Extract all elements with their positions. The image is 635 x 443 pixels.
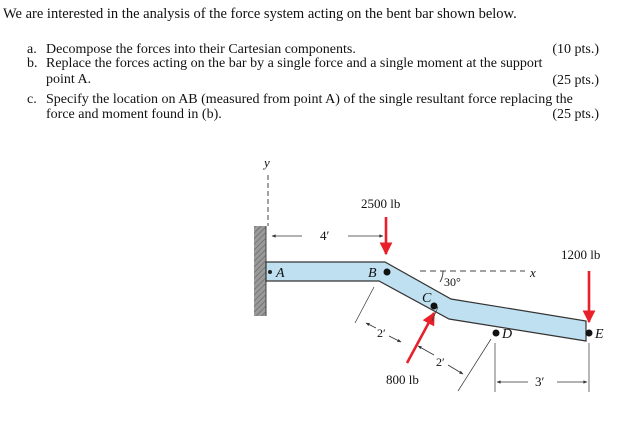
question-b-points: (25 pts.): [552, 73, 599, 88]
question-a-label: a.: [27, 42, 37, 57]
question-c-label: c.: [27, 92, 37, 107]
x-axis-label: x: [530, 265, 536, 280]
dim-2a-ext-left: [355, 287, 374, 323]
question-c-points: (25 pts.): [552, 107, 599, 122]
point-a-label: A: [276, 266, 285, 281]
question-a-text: Decompose the forces into their Cartesian components.: [46, 42, 356, 57]
point-d-dot: [493, 330, 500, 337]
dim-2b-line-left: [418, 346, 434, 355]
y-axis-label: y: [264, 155, 270, 170]
angle-label: 30°: [444, 275, 461, 289]
point-e-label: E: [595, 327, 604, 342]
question-a-points: (10 pts.): [552, 42, 599, 57]
dim-2b-line-right: [448, 365, 463, 374]
force-800-arrow: [407, 313, 434, 363]
question-b-text-line1: Replace the forces acting on the bar by a single force and a single moment at the support: [46, 56, 543, 71]
dim-2b-ext-right: [458, 339, 491, 391]
dim-2a-line-right: [389, 336, 401, 342]
dim-3-label: 3′: [535, 374, 545, 389]
dim-2a-label: 2′: [377, 326, 386, 340]
force-1200-label: 1200 lb: [561, 247, 601, 262]
question-b-label: b.: [27, 56, 38, 71]
force-2500-label: 2500 lb: [361, 196, 401, 211]
question-c-text-line1: Specify the location on AB (measured from point A) of the single resultant force replacing the: [46, 92, 573, 107]
dim-4-label: 4′: [320, 228, 330, 243]
problem-intro: We are interested in the analysis of the force system acting on the bent bar shown below.: [3, 6, 517, 22]
wall-support: [254, 226, 266, 316]
point-b-dot: [384, 269, 391, 276]
question-c-text-line2: force and moment found in (b).: [46, 107, 222, 122]
point-a-dot: [268, 270, 272, 274]
angle-arc: [440, 271, 443, 282]
point-d-label: D: [502, 327, 513, 342]
dim-2b-label: 2′: [436, 355, 445, 369]
force-800-label: 800 lb: [386, 372, 419, 387]
question-b-text-line2: point A.: [46, 72, 92, 87]
dim-2a-line-left: [366, 323, 376, 328]
point-b-label: B: [368, 266, 377, 281]
point-e-dot: [586, 330, 593, 337]
point-c-dot: [431, 303, 438, 310]
point-c-label: C: [422, 291, 432, 306]
